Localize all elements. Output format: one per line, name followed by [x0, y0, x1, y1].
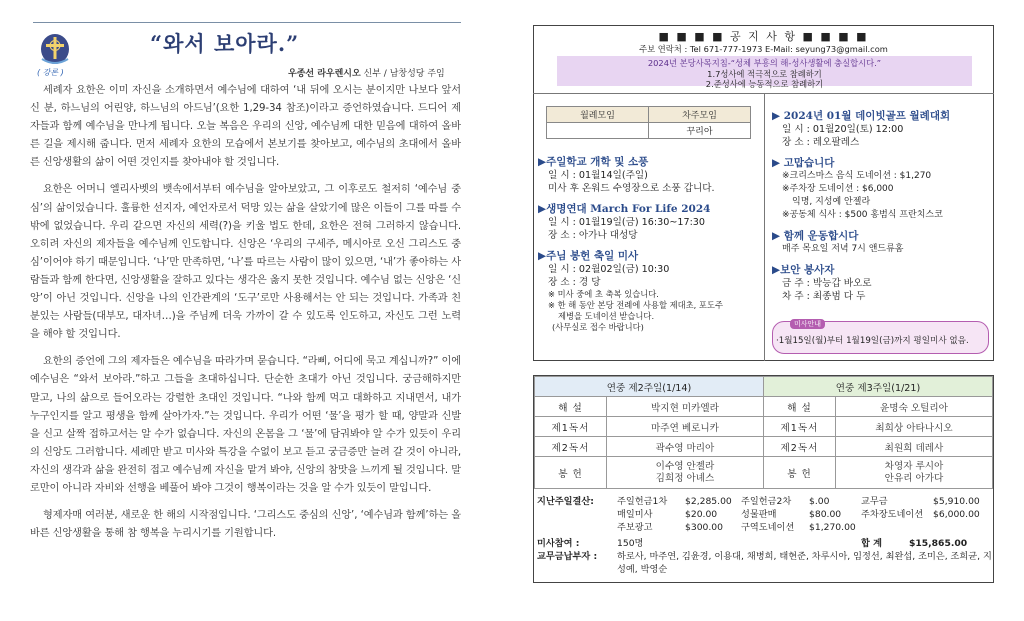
mass-note-tag: 미사안내	[790, 319, 825, 329]
notice-item	[538, 154, 763, 195]
banner-line-3: 2.준성사에 능동적으로 참례하기	[705, 79, 824, 89]
total-label: 합 계	[861, 538, 882, 549]
notice-item-line: 차 주 : 최종범 다 두	[782, 291, 866, 302]
sermon-paragraph: 세례자 요한은 이미 자신을 소개하면서 예수님에 대하여 ‘내 뒤에 오시는 분이지만 나보다 앞서신 분, 하느님의 어린양, 하느님의 아드님’(요한 1,29-34 참조)이라고 증언하였습니다. 드디어 제자들과 함께 예수님을 만나게 됩니다. 오늘 복음은 우리의 신앙, 예수님께 대한 믿음에 대하여 올바른 길을 제시해 줍니다. 먼저 세례자 요한의 모습에서 본보기를 찾아보고, 예수님의 초대에서 올바른 신앙생활의 삶이 어떤 것인지를 찾아내야 할 것입니다.	[30, 85, 461, 169]
notice-header: ■ ■ ■ ■ 공 지 사 항 ■ ■ ■ ■	[658, 30, 869, 43]
meeting-table	[546, 106, 751, 139]
notice-item-line: 장 소 : 경 당	[548, 277, 601, 288]
sermon-paragraph: 요한은 어머니 엘리사벳의 뱃속에서부터 예수님을 알아보았고, 그 이후로도 철저히 ‘예수님 중심’의 삶이었습니다. 훌륭한 선지자, 예언자로서 덕망 있는 삶을 살았기에 많은 이들이 그를 따를 수밖에 없었습니다. 우리 같으면 자신의 세력(?)을 키울 법도 한데, 요한은 전혀 그러하지 않습니다. 오히려 자신의 제자들을 예수님께 인도합니다. 신앙은 ‘우리의 구세주, 메시아로 오신 그리스도 중심’이어야 하기 때문입니다. ‘나’만 만족하면, ‘나’를 따르는 사람이 많이 있으면, ‘내’가 좋아하는 사람들과 함께 한다면, 신앙생활을 잘하고 있다는 생각은 옳지 못한 것입니다. 예수님 없는 신앙은 ‘신앙’이 아닌 것입니다. 신앙을 나의 인간관계의 ‘도구’로만 사용해서는 안 되는 것입니다. 가족과 친분있는 사람들(대부모, 대자녀…)을 주님께 더욱 가까이 갈 수 있도록 인도하고, 자신도 그런 노력을 해야 할 것입니다.	[30, 184, 461, 341]
week1-cell: 이수영 안젤라 김희정 아녜스	[607, 457, 764, 489]
finance-summary	[537, 495, 992, 576]
finance-item: 성물판매	[741, 509, 777, 520]
week1-cell: 마주연 베로니카	[607, 417, 764, 437]
notice-item-title: ▶ 함께 운동합시다	[772, 230, 859, 242]
total-value: $15,865.00	[909, 538, 968, 549]
notice-item-line: 일 시 : 01월20일(토) 12:00	[782, 124, 904, 135]
notice-item-title: ▶ 고맙습니다	[772, 157, 835, 169]
finance-item: 구역도네이션	[741, 522, 795, 533]
notice-item-line: 금 주 : 박능갑 바오로	[782, 278, 872, 289]
notice-item-line: 제병을 도네이션 받습니다.	[558, 311, 655, 321]
finance-item: 주차장도네이션	[861, 509, 924, 520]
finance-amount: $1,270.00	[809, 522, 856, 533]
notice-item	[772, 155, 992, 222]
role-label: 제1독서	[764, 417, 836, 437]
week2-cell: 최희상 아타나시오	[836, 417, 993, 437]
week2-header: 연중 제3주일(1/21)	[764, 377, 993, 397]
sermon-paragraph: 형제자매 여러분, 새로운 한 해의 시작점입니다. ‘그리스도 중심의 신앙’, ‘예수님과 함께’하는 올바른 신앙생활을 통해 참 행복을 누리시기를 기원합니다.	[30, 510, 461, 540]
finance-item: 주보광고	[617, 522, 653, 533]
week2-cell: 윤명숙 오틸리아	[836, 397, 993, 417]
sermon-title: “와서 보아라.”	[150, 31, 300, 56]
finance-label: 지난주일결산:	[537, 496, 594, 507]
notice-item	[772, 228, 992, 256]
finance-row	[537, 495, 992, 508]
week1-cell: 박지현 미카엘라	[607, 397, 764, 417]
finance-item: 주일헌금2차	[741, 496, 792, 507]
week2-cell: 최원희 데레사	[836, 437, 993, 457]
banner-line-1: 2024년 본당사목지침-“성체 부흥의 해-성사생활에 충실합시다.”	[647, 58, 882, 68]
week2-cell: 차영자 루시아 안유리 아가다	[836, 457, 993, 489]
finance-amount: $.00	[809, 496, 830, 507]
banner-line-2: 1.7성사에 적극적으로 참례하기	[707, 69, 822, 79]
sermon-paragraph: 요한의 증언에 그의 제자들은 예수님을 따라가며 묻습니다. “라삐, 어디에 묵고 계십니까?” 이에 예수님은 “와서 보아라.”하고 그들을 초대하십니다. 단순한 초대가 아닌 것입니다. 궁금해하지만 말고, 나의 삶으로 들어오라는 강렬한 초대인 것입니다. “나와 함께 먹고 대화하고 지내면서, 내가 누구인지를 알고 평생을 함께 살아가자.”는 것입니다. 우리가 어떤 ‘물’을 평가 할 때, 양말과 신발을 신고 살짝 접하고서는 알 수가 없습니다. 자신의 온몸을 그 ‘물’에 담궈봐야 알 수가 있듯이 우리의 신앙도 그러합니다. 세례만 받고 미사와 특강을 수없이 보고 듣고 궁금증만 늘려 갈 것이 아니라, 자신의 생각과 삶을 완전히 접고 예수님께 자신을 맡겨 봐야, 신앙의 참맛을 느끼게 될 것입니다. 말로만이 아니라 자비와 선행을 베풀어 봐야 그것이 행복이라는 것을 알 수가 있듯이 말입니다.	[30, 356, 461, 494]
mass-note-text: ·1월15일(월)부터 1월19일(금)까지 평일미사 없음.	[776, 336, 969, 346]
finance-amount: $80.00	[809, 509, 842, 520]
finance-amount: $2,285.00	[685, 496, 732, 507]
sermon-byline	[288, 66, 445, 79]
notice-item-line: 일 시 : 02월02일(금) 10:30	[548, 264, 670, 275]
notice-item-line: 장 소 : 레오팔레스	[782, 137, 860, 148]
notice-left-list	[538, 154, 763, 333]
notice-item-line: ※공동체 식사 : $500 홍범식 프란치스코	[782, 210, 943, 220]
monthly-meeting-cell	[547, 123, 649, 139]
notice-item	[772, 262, 992, 303]
monthly-meeting-header: 월례모임	[547, 107, 649, 123]
author-role: 신부 / 남창성당 주임	[360, 69, 445, 79]
schedule-table	[534, 376, 993, 489]
finance-amount: $5,910.00	[933, 496, 980, 507]
role-label: 봉 헌	[764, 457, 836, 489]
attendance-value: 150명	[617, 538, 644, 549]
role-label: 해 설	[535, 397, 607, 417]
notice-item	[538, 248, 763, 333]
notice-item-line: 일 시 : 01월19일(금) 16:30~17:30	[548, 217, 706, 228]
notice-right-list	[772, 108, 992, 303]
finance-item: 교무금	[861, 496, 888, 507]
finance-amount: $6,000.00	[933, 509, 980, 520]
donor-label: 교무금납부자 :	[537, 551, 598, 562]
finance-row	[537, 521, 992, 534]
notice-item-line: 미사 후 온워드 수영장으로 소풍 갑니다.	[548, 183, 715, 194]
notice-item-title: ▶ 2024년 01월 데이빗골프 월례대회	[772, 110, 951, 122]
notice-item	[772, 108, 992, 149]
role-label: 해 설	[764, 397, 836, 417]
donor-list: 하로사, 마주연, 김윤경, 이용대, 채병희, 태현준, 차루시아, 임정선, 최완섭, 조미은, 조희균, 지성예, 박영순	[617, 551, 992, 575]
next-week-meeting-header: 차주모임	[649, 107, 751, 123]
attendance-label: 미사참여 :	[537, 538, 580, 549]
notice-item-title: ▶주일학교 개학 및 소풍	[538, 156, 649, 168]
notice-item-line: ※주차장 도네이션 : $6,000	[782, 184, 894, 194]
notice-contact: 주보 연락처 : Tel 671-777-1973 E-Mail: seyung73@gmail.com	[639, 44, 888, 54]
notice-item-title: ▶보안 봉사자	[772, 264, 835, 276]
next-week-meeting-cell: 꾸리아	[649, 123, 751, 139]
notice-item-title: ▶주님 봉헌 축일 미사	[538, 250, 639, 262]
finance-amount: $20.00	[685, 509, 718, 520]
notice-item-line: ※ 한 해 동안 본당 전례에 사용할 제대초, 포도주	[548, 300, 723, 310]
notice-item-line: 익명, 지성예 안젤라	[792, 197, 871, 207]
finance-row	[537, 508, 992, 521]
notice-item-line: ※ 미사 중에 초 축복 있습니다.	[548, 289, 659, 299]
notice-item-line: 매주 목요일 저녁 7시 앤드류홈	[782, 244, 904, 254]
finance-item: 매일미사	[617, 509, 653, 520]
notice-item-line: (사무실로 접수 바랍니다)	[552, 322, 644, 332]
pastoral-banner	[557, 56, 972, 89]
attendance-row	[537, 537, 992, 550]
notice-item-line: ※크리스마스 음식 도네이션 : $1,270	[782, 171, 932, 181]
role-label: 제2독서	[535, 437, 607, 457]
week1-header: 연중 제2주일(1/14)	[535, 377, 764, 397]
week1-cell: 곽수영 마리아	[607, 437, 764, 457]
divider	[764, 93, 765, 361]
logo-caption: ( 강론 )	[37, 68, 64, 77]
notice-item-line: 장 소 : 아가나 대성당	[548, 230, 638, 241]
finance-amount: $300.00	[685, 522, 723, 533]
notice-item	[538, 201, 763, 242]
notice-item-line: 일 시 : 01월14일(주일)	[548, 170, 648, 181]
role-label: 봉 헌	[535, 457, 607, 489]
role-label: 제2독서	[764, 437, 836, 457]
author-name: 우종선 라우렌시오	[288, 69, 361, 79]
role-label: 제1독서	[535, 417, 607, 437]
donor-row	[537, 550, 992, 576]
sermon-body	[30, 82, 461, 552]
notice-item-title: ▶생명연대 March For Life 2024	[538, 203, 711, 215]
finance-item: 주일헌금1차	[617, 496, 668, 507]
header-rule	[33, 22, 461, 23]
